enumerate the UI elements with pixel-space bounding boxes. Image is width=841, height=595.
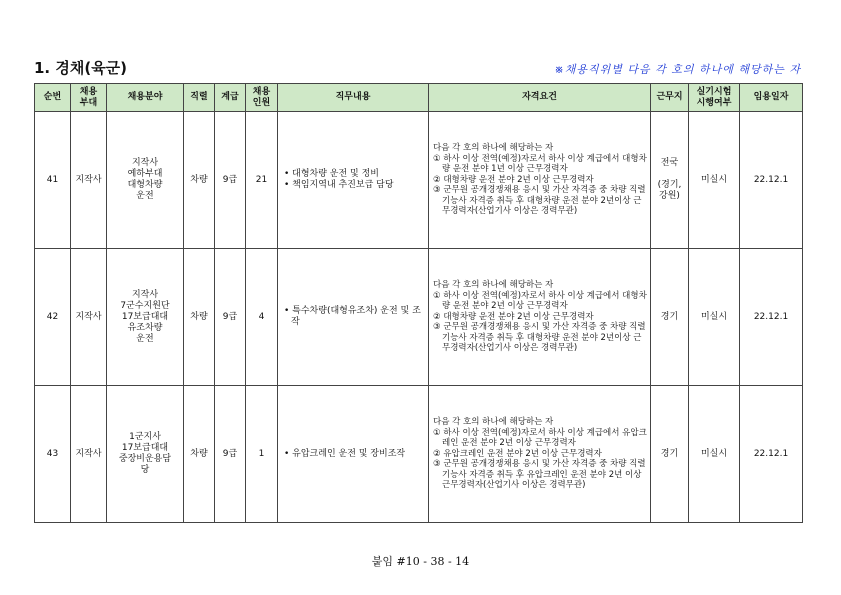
qualifications-cell: [429, 249, 651, 386]
table-row: [35, 112, 803, 249]
qualification-item: ③ 군무원 공개경쟁채용 응시 및 가산 자격증 중 차량 직렬 기능사 자격증 취득 후 대형차량 운전 분야 2년이상 근무경력자(산업기사 이상은 경력무관): [433, 185, 646, 217]
duty-item: • 대형차량 운전 및 정비: [291, 169, 426, 180]
appointment-date-cell: 22.12.1: [740, 249, 803, 386]
job-series-cell: 차량: [184, 112, 215, 249]
column-header: 채용분야: [107, 84, 184, 112]
work-location-cell: 경기: [651, 249, 689, 386]
practical-exam-cell: 미실시: [689, 249, 740, 386]
recruiting-unit-cell: 지작사: [71, 112, 107, 249]
qualification-item: ② 대형차량 운전 분야 2년 이상 근무경력자: [433, 311, 594, 322]
table-row: [35, 249, 803, 386]
duties-cell: [278, 249, 429, 386]
qualification-item: ② 유압크레인 운전 분야 2년 이상 근무경력자: [433, 448, 602, 459]
headcount-cell: 1: [246, 386, 278, 523]
page-footer: 붙임 #10 - 38 - 14: [371, 555, 470, 568]
work-location-cell: 전국 (경기, 강원): [651, 112, 689, 249]
recruitment-field-cell: 지작사 예하부대 대형차량 운전: [107, 112, 184, 249]
eligibility-note: ※채용직위별 다음 각 호의 하나에 해당하는 자: [554, 63, 801, 76]
practical-exam-cell: 미실시: [689, 386, 740, 523]
table-row: [35, 386, 803, 523]
qualification-item: ③ 군무원 공개경쟁채용 응시 및 가산 자격증 중 차량 직렬 기능사 자격증 취득 후 대형차량 운전 분야 2년이상 근무경력자(산업기사 이상은 경력무관): [433, 322, 646, 354]
duty-item: • 책임지역내 추진보급 담당: [291, 180, 426, 191]
column-header: 실기시험 시행여부: [689, 84, 740, 112]
qualification-item: ① 하사 이상 전역(예정)자로서 하사 이상 계급에서 대형차량 운전 분야 2년 이상 근무경력자: [433, 290, 647, 312]
grade-cell: 9급: [215, 386, 246, 523]
work-location-cell: 경기: [651, 386, 689, 523]
qualification-intro: 다음 각 호의 하나에 해당하는 자: [433, 143, 554, 154]
duty-item: • 특수차량(대형유조차) 운전 및 조작: [291, 306, 426, 328]
appointment-date-cell: 22.12.1: [740, 386, 803, 523]
qualification-item: ② 대형차량 운전 분야 2년 이상 근무경력자: [433, 174, 594, 185]
column-header: 직무내용: [278, 84, 429, 112]
duties-cell: [278, 112, 429, 249]
practical-exam-cell: 미실시: [689, 112, 740, 249]
grade-cell: 9급: [215, 249, 246, 386]
job-series-cell: 차량: [184, 386, 215, 523]
row-number-cell: 41: [35, 112, 71, 249]
headcount-cell: 21: [246, 112, 278, 249]
column-header: 자격요건: [429, 84, 651, 112]
qualifications-cell: [429, 112, 651, 249]
qualification-item: ① 하사 이상 전역(예정)자로서 하사 이상 계급에서 유압크레인 운전 분야 2년 이상 근무경력자: [433, 427, 647, 449]
column-header: 순번: [35, 84, 71, 112]
table-header-row: [35, 84, 803, 112]
recruitment-field-cell: 지작사 7군수지원단 17보급대대 유조차량 운전: [107, 249, 184, 386]
qualification-intro: 다음 각 호의 하나에 해당하는 자: [433, 417, 554, 428]
column-header: 채용 인원: [246, 84, 278, 112]
row-number-cell: 43: [35, 386, 71, 523]
column-header: 임용일자: [740, 84, 803, 112]
column-header: 직렬: [184, 84, 215, 112]
qualification-intro: 다음 각 호의 하나에 해당하는 자: [433, 280, 554, 291]
qualification-item: ① 하사 이상 전역(예정)자로서 하사 이상 계급에서 대형차량 운전 분야 1년 이상 근무경력자: [433, 153, 647, 175]
qualification-item: ③ 군무원 공개경쟁채용 응시 및 가산 자격증 중 차량 직렬 기능사 자격증 취득 후 유압크레인 운전 분야 2년 이상 근무경력자(산업기사 이상은 경력무관): [433, 459, 646, 491]
headcount-cell: 4: [246, 249, 278, 386]
duty-item: • 유압크레인 운전 및 장비조작: [291, 449, 426, 460]
page-title: 1. 경채(육군): [34, 59, 128, 77]
appointment-date-cell: 22.12.1: [740, 112, 803, 249]
column-header: 계급: [215, 84, 246, 112]
duties-cell: [278, 386, 429, 523]
recruiting-unit-cell: 지작사: [71, 249, 107, 386]
recruiting-unit-cell: 지작사: [71, 386, 107, 523]
qualifications-cell: [429, 386, 651, 523]
column-header: 근무지: [651, 84, 689, 112]
row-number-cell: 42: [35, 249, 71, 386]
job-series-cell: 차량: [184, 249, 215, 386]
grade-cell: 9급: [215, 112, 246, 249]
column-header: 채용 부대: [71, 84, 107, 112]
recruitment-field-cell: 1군지사 17보급대대 중장비운용담 당: [107, 386, 184, 523]
recruitment-table: [34, 83, 803, 523]
